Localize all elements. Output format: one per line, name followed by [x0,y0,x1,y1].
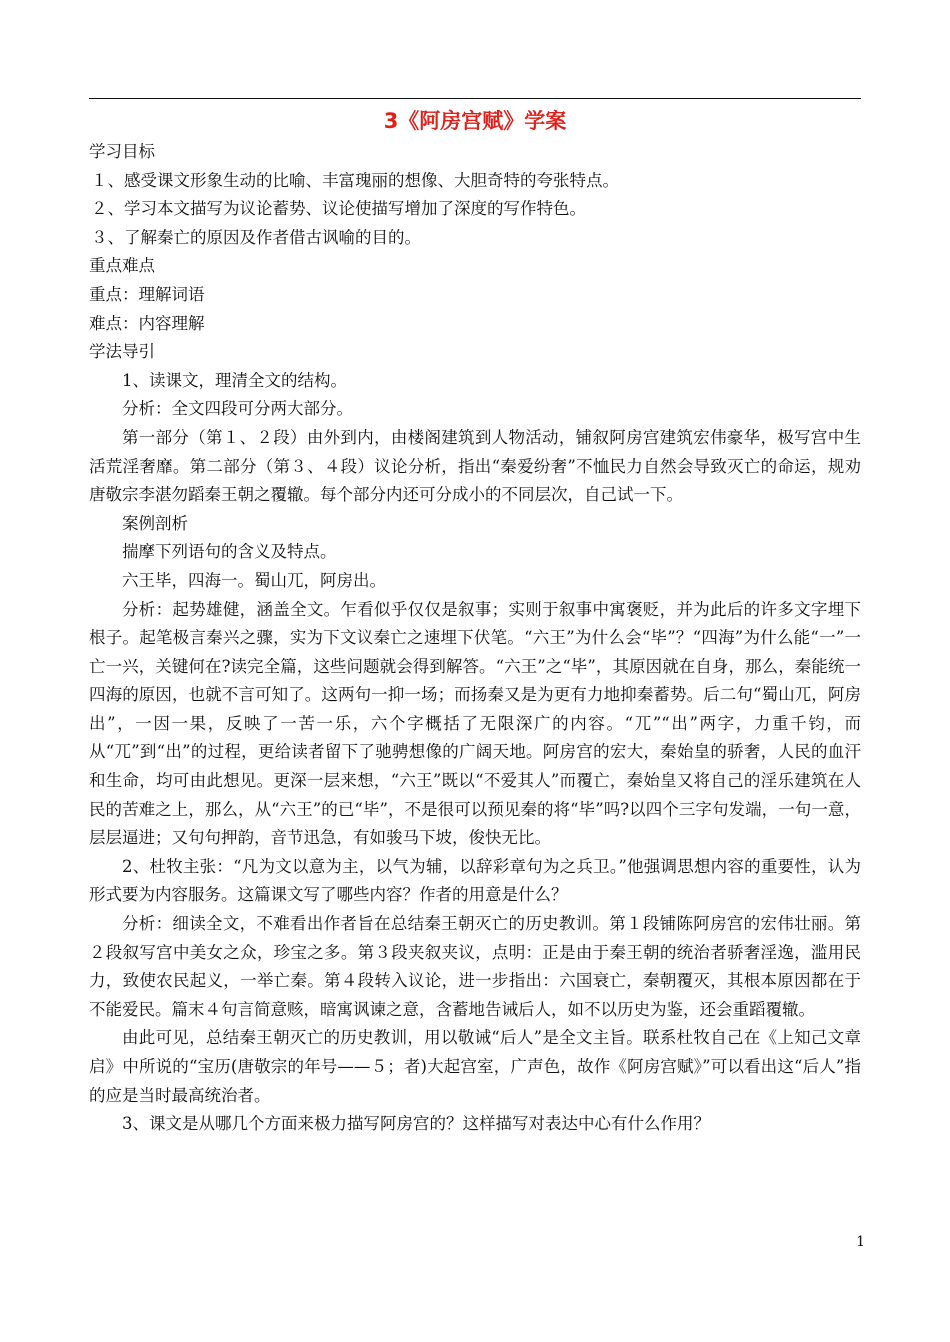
key-heading: 重点难点 [89,256,155,276]
analysis-1: 分析：全文四段可分两大部分。 [122,399,353,419]
document-body [89,138,861,1139]
structure-paragraph: 第一部分（第１、２段）由外到内，由楼阁建筑到人物活动，铺叙阿房宫建筑宏伟豪华，极写宫中生活荒淫奢靡。第二部分（第３、４段）议论分析，指出“秦爱纷奢”不恤民力自然会导致灭亡的命运，规劝唐敬宗李湛勿蹈秦王朝之覆辙。每个部分内还可分成小的不同层次，自己试一下。 [89,427,861,505]
step-3: 3、课文是从哪几个方面来极力描写阿房宫的？这样描写对表达中心有什么作用？ [122,1114,710,1134]
case-analysis: 分析：起势雄健，涵盖全文。乍看似乎仅仅是叙事；实则于叙事中寓褒贬，并为此后的许多文字埋下根子。起笔极言秦兴之骤，实为下文议秦亡之速埋下伏笔。“六王”为什么会“毕”？“四海”为什么能“一”一亡一兴，关键何在?读完全篇，这些问题就会得到解答。“六王”之“毕”，其原因就在自身，那么，秦能统一四海的原因，也就不言可知了。这两句一抑一场；而扬秦又是为更有力地抑秦蓄势。后二句“蜀山兀，阿房出”，一因一果，反映了一苦一乐，六个字概括了无限深广的内容。“兀”“出”两字，力重千钧，而从“兀”到“出”的过程，更给读者留下了驰骋想像的广阔天地。阿房宫的宏大，秦始皇的骄奢，人民的血汗和生命，均可由此想见。更深一层来想，“六王”既以“不爱其人”而覆亡，秦始皇又将自己的淫乐建筑在人民的苦难之上，那么，从“六王”的已“毕”，不是很可以预见秦的将“毕”吗?以四个三字句发端，一句一意，层层逼进；又句句押韵，音节迅急，有如骏马下坡，俊快无比。 [89,599,861,848]
difficult-point: 难点：内容理解 [89,313,205,333]
conclusion-paragraph: 由此可见，总结秦王朝灭亡的历史教训，用以敬诫“后人”是全文主旨。联系杜牧自己在《上知己文章启》中所说的“宝历(唐敬宗的年号——５；者)大起宫室，广声色，故作《阿房宫赋》”可以看出这“后人”指的应是当时最高统治者。 [89,1028,861,1105]
analysis-2: 分析：细读全文，不难看出作者旨在总结秦王朝灭亡的历史教训。第１段铺陈阿房宫的宏伟壮丽。第２段叙写宫中美女之众，珍宝之多。第３段夹叙夹议，点明：正是由于秦王朝的统治者骄奢淫逸，滥用民力，致使农民起义，一举亡秦。第４段转入议论，进一步指出：六国衰亡，秦朝覆灭，其根本原因都在于不能爱民。篇末４句言简意赅，暗寓讽谏之意，含蓄地告诫后人，如不以历史为鉴，还会重蹈覆辙。 [89,914,861,1019]
case-heading: 案例剖析 [122,513,188,533]
objective-item: ２、学习本文描写为议论蓄势、议论使描写增加了深度的写作特色。 [91,199,586,219]
step-1: 1、读课文，理清全文的结构。 [122,370,347,390]
case-prompt: 揣摩下列语句的含义及特点。 [122,542,337,562]
page-number: 1 [856,1234,865,1250]
objective-item: １、感受课文形象生动的比喻、丰富瑰丽的想像、大胆奇特的夸张特点。 [91,170,619,190]
key-point: 重点：理解词语 [89,284,205,304]
objective-item: ３、了解秦亡的原因及作者借古讽喻的目的。 [91,227,421,247]
document-title: 3《阿房宫赋》学案 [383,109,567,133]
case-quote: 六王毕，四海一。蜀山兀，阿房出。 [122,570,386,590]
guide-heading: 学法导引 [89,342,155,362]
step-2: 2、杜牧主张：“凡为文以意为主，以气为辅，以辞彩章句为之兵卫。”他强调思想内容的重要性，认为形式要为内容服务。这篇课文写了哪些内容？作者的用意是什么？ [89,856,861,905]
header-rule [89,98,861,99]
objectives-heading: 学习目标 [89,142,155,161]
